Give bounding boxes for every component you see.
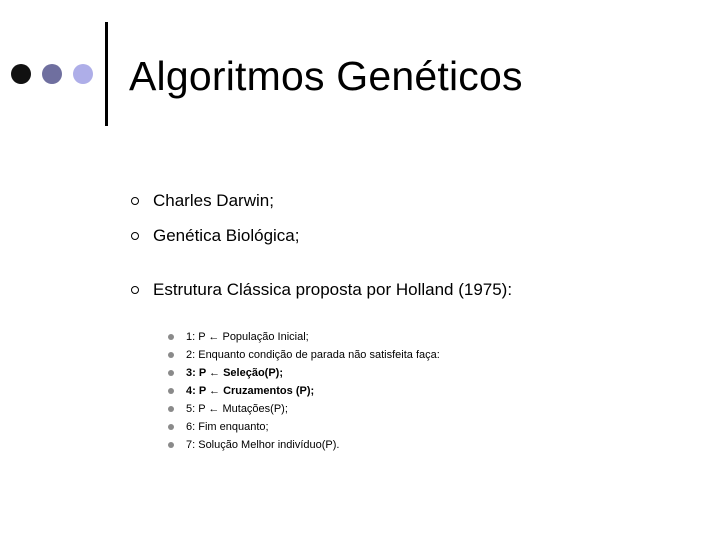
algorithm-step [168,346,568,364]
bullet-item [131,224,299,248]
dot-bullet-icon [168,352,174,358]
slide-title: Algoritmos Genéticos [129,53,523,99]
ring-bullet-icon [131,232,139,240]
algorithm-step [168,400,568,418]
step-text: 6: Fim enquanto; [186,421,269,433]
ring-bullet-icon [131,197,139,205]
dot-bullet-icon [168,406,174,412]
title-decoration [11,64,97,86]
ring-bullet-icon [131,286,139,294]
dot-bullet-icon [168,388,174,394]
dot-bullet-icon [168,334,174,340]
title-divider [105,22,108,126]
bullet-item [131,278,512,302]
purple-circle-icon [42,64,62,84]
dot-bullet-icon [168,370,174,376]
algorithm-step [168,364,568,382]
step-text: 1: P ← População Inicial; [186,331,309,343]
step-text: 7: Solução Melhor indivíduo(P). [186,439,340,451]
bullet-item [131,189,274,213]
algorithm-step [168,436,568,454]
dot-bullet-icon [168,424,174,430]
lavender-circle-icon [73,64,93,84]
step-text: 3: P ← Seleção(P); [186,367,283,379]
step-text: 5: P ← Mutações(P); [186,403,288,415]
bullet-text: Genética Biológica; [153,226,300,245]
bullet-text: Estrutura Clássica proposta por Holland (1975): [153,280,513,299]
bullet-text: Charles Darwin; [153,191,274,210]
algorithm-step [168,328,568,346]
algorithm-step [168,418,568,436]
algorithm-list [168,328,568,454]
step-text: 4: P ← Cruzamentos (P); [186,385,315,397]
dark-circle-icon [11,64,31,84]
dot-bullet-icon [168,442,174,448]
step-text: 2: Enquanto condição de parada não satisfeita faça: [186,349,440,361]
algorithm-step [168,382,568,400]
